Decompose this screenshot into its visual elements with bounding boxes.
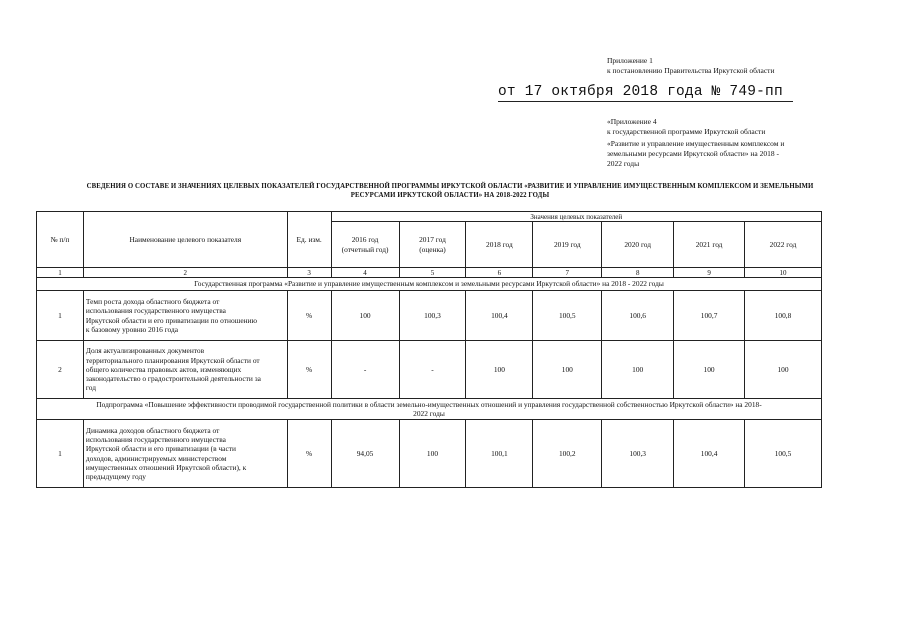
appendix-1-line: Приложение 1 <box>607 56 653 65</box>
column-number: 7 <box>533 268 602 278</box>
value-cell: 100 <box>602 341 674 399</box>
row-number: 1 <box>37 420 84 488</box>
value-cell: 100,7 <box>674 291 745 341</box>
value-cell: 94,05 <box>331 420 399 488</box>
value-cell: 100,3 <box>399 291 466 341</box>
value-cell: 100,8 <box>745 291 822 341</box>
column-number: 3 <box>287 268 331 278</box>
column-numbers-row <box>37 268 822 278</box>
value-cell: 100 <box>745 341 822 399</box>
value-cell: 100,2 <box>533 420 602 488</box>
document-title <box>40 183 860 200</box>
value-cell: 100,4 <box>674 420 745 488</box>
appendix-4-line: к государственной программе Иркутской области <box>607 127 766 136</box>
indicator-name: Динамика доходов областного бюджета от использования государственного имущества Иркутской области и его приватизации (в части доходов, администрируемых министерством имущественных отношений Иркутской области), к предыдущему году <box>83 420 287 488</box>
year-header: 2022 год <box>745 222 822 268</box>
year-header: 2019 год <box>533 222 602 268</box>
year-header: 2017 год (оценка) <box>399 222 466 268</box>
decree-date-number: от 17 октября 2018 года № 749-пп <box>498 84 793 102</box>
indicator-name: Доля актуализированных документов территориального планирования Иркутской области от общего количества правовых актов, изменяющих законодательство о градостроительной деятельности за год <box>83 341 287 399</box>
row-number: 2 <box>37 341 84 399</box>
column-number: 5 <box>399 268 466 278</box>
column-number: 2 <box>83 268 287 278</box>
row-number: 1 <box>37 291 84 341</box>
year-header: 2020 год <box>602 222 674 268</box>
value-cell: 100,5 <box>533 291 602 341</box>
appendix-4-line: «Развитие и управление имущественным комплексом и <box>607 139 785 148</box>
table-row <box>37 420 822 488</box>
column-number: 4 <box>331 268 399 278</box>
header-unit: Ед. изм. <box>287 212 331 268</box>
value-cell: 100,6 <box>602 291 674 341</box>
indicator-name: Темп роста дохода областного бюджета от использования государственного имущества Иркутской области и его приватизации по отношению к базовому уровню 2016 года <box>83 291 287 341</box>
subprogram-title: Подпрограмма «Повышение эффективности проводимой государственной политики в области земельно-имущественных отношений и управления государственной собственностью Иркутской области» на 2018- 2022 годы <box>37 399 822 420</box>
column-number: 6 <box>466 268 533 278</box>
value-cell: 100,4 <box>466 291 533 341</box>
year-header: 2021 год <box>674 222 745 268</box>
appendix-1-block <box>607 56 857 76</box>
value-cell: 100 <box>674 341 745 399</box>
value-cell: - <box>331 341 399 399</box>
column-number: 9 <box>674 268 745 278</box>
year-header: 2016 год (отчетный год) <box>331 222 399 268</box>
document-title-line: РЕСУРСАМИ ИРКУТСКОЙ ОБЛАСТИ» НА 2018-2022 ГОДЫ <box>350 191 550 199</box>
header-values: Значения целевых показателей <box>331 212 821 222</box>
program-row <box>37 278 822 291</box>
header-row <box>37 212 822 222</box>
value-cell: 100 <box>533 341 602 399</box>
column-number: 1 <box>37 268 84 278</box>
program-title: Государственная программа «Развитие и управление имущественным комплексом и земельными ресурсами Иркутской области» на 2018 - 2022 годы <box>37 278 822 291</box>
appendix-4-line: 2022 годы <box>607 159 640 168</box>
value-cell: 100 <box>331 291 399 341</box>
unit-cell: % <box>287 420 331 488</box>
unit-cell: % <box>287 291 331 341</box>
indicators-table <box>36 211 822 488</box>
value-cell: 100 <box>466 341 533 399</box>
subprogram-row <box>37 399 822 420</box>
appendix-1-line: к постановлению Правительства Иркутской области <box>607 66 775 75</box>
value-cell: 100,5 <box>745 420 822 488</box>
value-cell: 100,1 <box>466 420 533 488</box>
appendix-4-block <box>607 117 817 169</box>
header-indicator-name: Наименование целевого показателя <box>83 212 287 268</box>
document-title-line: СВЕДЕНИЯ О СОСТАВЕ И ЗНАЧЕНИЯХ ЦЕЛЕВЫХ ПОКАЗАТЕЛЕЙ ГОСУДАРСТВЕННОЙ ПРОГРАММЫ ИРКУТСКОЙ ОБЛАСТИ «РАЗВИТИЕ И УПРАВЛЕНИЕ ИМУЩЕСТВЕННЫМ КОМПЛЕКСОМ И ЗЕМЕЛЬНЫМИ <box>86 183 814 190</box>
table-row <box>37 291 822 341</box>
appendix-4-line: земельными ресурсами Иркутской области» на 2018 - <box>607 149 779 158</box>
appendix-4-line: «Приложение 4 <box>607 117 657 126</box>
value-cell: 100,3 <box>602 420 674 488</box>
header-number: № п/п <box>37 212 84 268</box>
value-cell: 100 <box>399 420 466 488</box>
unit-cell: % <box>287 341 331 399</box>
table-row <box>37 341 822 399</box>
year-header: 2018 год <box>466 222 533 268</box>
column-number: 8 <box>602 268 674 278</box>
column-number: 10 <box>745 268 822 278</box>
value-cell: - <box>399 341 466 399</box>
